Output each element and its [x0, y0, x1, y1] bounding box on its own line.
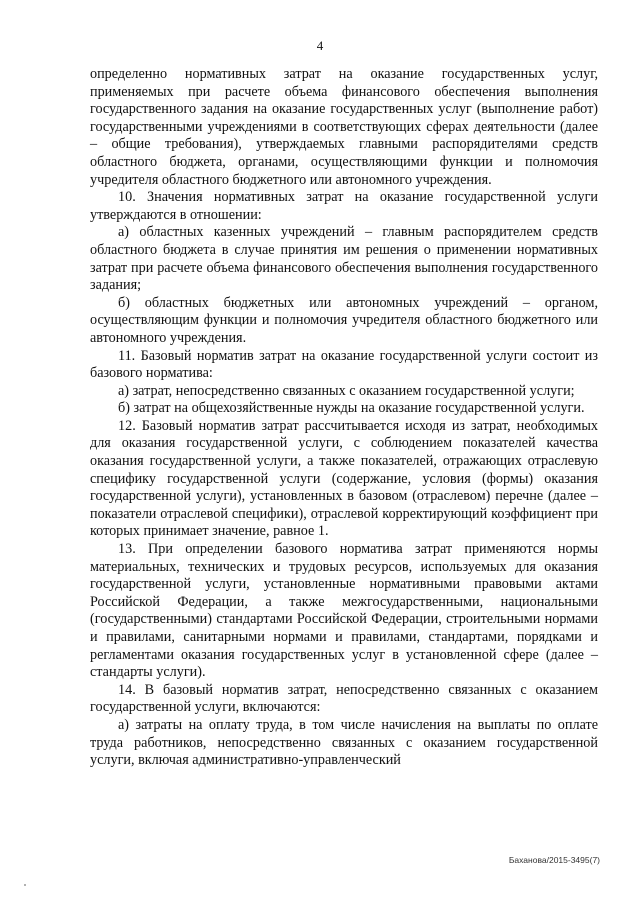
paragraph-10a: а) областных казенных учреждений – главным распорядителем средств областного бюджета в случае принятия им решения о применении нормативных затрат при расчете объема финансового обеспечения выполнения государственного задания; — [90, 224, 598, 294]
paragraph-10b: б) областных бюджетных или автономных учреждений – органом, осуществляющим функции и полномочия учредителя областного бюджетного или автономного учреждения. — [90, 294, 598, 346]
paragraph-14: 14. В базовый норматив затрат, непосредственно связанных с оказанием государственной услуги, включаются: — [90, 681, 598, 716]
paragraph-11: 11. Базовый норматив затрат на оказание государственной услуги состоит из базового норматива: — [90, 347, 598, 382]
page-number: 4 — [316, 38, 324, 53]
scan-speck — [24, 884, 26, 886]
paragraph-11a: а) затрат, непосредственно связанных с оказанием государственной услуги; — [118, 382, 575, 399]
document-reference-code: Баханова/2015-3495(7) — [508, 855, 600, 865]
document-body — [90, 66, 598, 770]
paragraph-13: 13. При определении базового норматива затрат применяются нормы материальных, технических и трудовых ресурсов, используемых для оказания государственной услуги, установленные нормативными правовыми актами Российской Федерации, а также межгосударственными, национальными (государственными) стандартами Российской Федерации, строительными нормами и правилами, санитарными нормами и правилами, стандартами, порядками и регламентами оказания государственных услуг в установленной сфере (далее – стандарты услуги). — [90, 541, 598, 681]
paragraph-10: 10. Значения нормативных затрат на оказание государственной услуги утверждаются в отношении: — [90, 189, 598, 223]
paragraph-14a: а) затраты на оплату труда, в том числе начисления на выплаты по оплате труда работников, непосредственно связанных с оказанием государственной услуги, включая административно-управленческий — [90, 716, 598, 769]
paragraph-11b: б) затрат на общехозяйственные нужды на оказание государственной услуги. — [118, 400, 585, 417]
paragraph-intro-continuation: определенно нормативных затрат на оказание государственных услуг, применяемых при расчете объема финансового обеспечения выполнения государственного задания на оказание государственных услуг (выполнение работ) государственными учреждениями в соответствующих сферах деятельности (далее – общие требования), утверждаемых главными распорядителями средств областного бюджета, органами, осуществляющими функции и полномочия учредителя областного бюджетного или автономного учреждения. — [90, 66, 598, 188]
paragraph-12: 12. Базовый норматив затрат рассчитывается исходя из затрат, необходимых для оказания государственной услуги, с соблюдением показателей качества оказания государственной услуги, а также показателей, отражающих отраслевую специфику государственной услуги (содержание, условия (формы) оказания государственной услуги), установленных в базовом (отраслевом) перечне (далее – показатели отраслевой специфики), отраслевой корректирующий коэффициент при которых принимает значение, равное 1. — [90, 417, 598, 540]
